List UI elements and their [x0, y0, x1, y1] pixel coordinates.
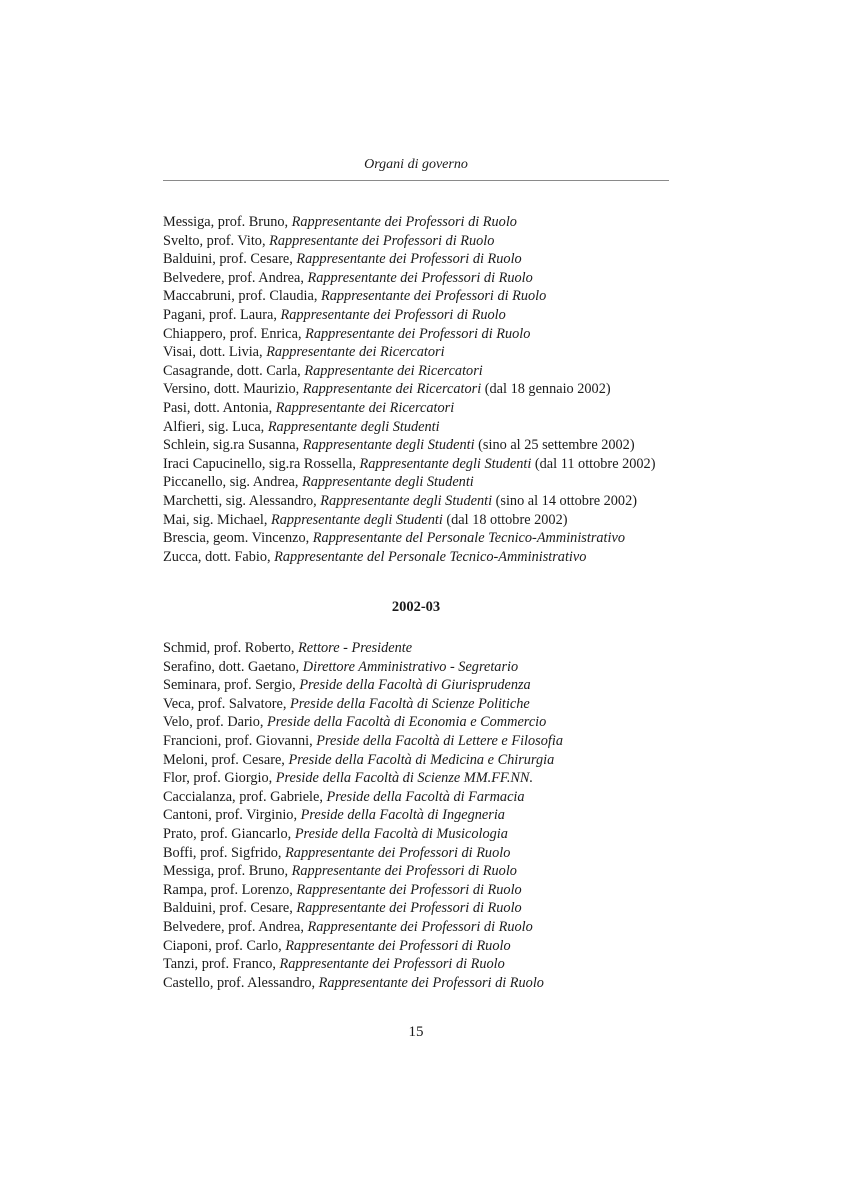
member-name: Versino, dott. Maurizio, [163, 381, 303, 398]
member-name: Belvedere, prof. Andrea, [163, 918, 308, 935]
member-role: Rappresentante dei Professori di Ruolo [285, 844, 511, 861]
member-role: Direttore Amministrativo - Segretario [302, 658, 519, 675]
member-role: Rappresentante dei Professori di Ruolo [296, 900, 522, 917]
member-role: Rappresentante dei Professori di Ruolo [296, 881, 522, 898]
list-item [163, 844, 683, 863]
member-role: Preside della Facoltà di Economia e Commercio [267, 714, 547, 731]
list-item [163, 511, 683, 530]
member-role: Rappresentante del Personale Tecnico-Amministrativo [274, 548, 587, 565]
list-item [163, 955, 683, 974]
member-name: Messiga, prof. Bruno, [163, 214, 292, 230]
member-note: (dal 18 ottobre 2002) [442, 511, 568, 528]
member-role: Rappresentante dei Professori di Ruolo [291, 214, 517, 230]
member-role: Rappresentante dei Professori di Ruolo [280, 306, 506, 323]
member-role: Rappresentante degli Studenti [302, 437, 475, 454]
member-note: (sino al 25 settembre 2002) [474, 437, 635, 454]
member-name: Visai, dott. Livia, [163, 344, 267, 361]
list-item [163, 974, 683, 993]
list-item [163, 937, 683, 956]
member-name: Casagrande, dott. Carla, [163, 362, 305, 379]
list-item [163, 658, 683, 677]
list-item [163, 825, 683, 844]
member-role: Preside della Facoltà di Scienze Politiche [290, 695, 530, 712]
member-name: Messiga, prof. Bruno, [163, 863, 292, 880]
member-role: Rappresentante dei Ricercatori [266, 344, 445, 361]
member-name: Iraci Capucinello, sig.ra Rossella, [163, 455, 360, 472]
member-role: Rappresentante dei Ricercatori [275, 399, 455, 416]
list-item [163, 695, 683, 714]
member-name: Balduini, prof. Cesare, [163, 251, 297, 268]
header-rule [163, 180, 669, 181]
list-item [163, 325, 683, 344]
member-role: Rappresentante dei Professori di Ruolo [307, 269, 533, 286]
list-item [163, 862, 683, 881]
member-name: Meloni, prof. Cesare, [163, 751, 289, 768]
member-role: Preside della Facoltà di Farmacia [326, 788, 525, 805]
member-role: Rappresentante dei Ricercatori [304, 362, 483, 379]
member-name: Schmid, prof. Roberto, [163, 640, 299, 656]
member-name: Cantoni, prof. Virginio, [163, 807, 301, 824]
list-item [163, 732, 683, 751]
list-item [163, 769, 683, 788]
list-item [163, 713, 683, 732]
member-name: Boffi, prof. Sigfrido, [163, 844, 286, 861]
list-item [163, 232, 683, 251]
member-note: (dal 18 gennaio 2002) [481, 381, 611, 398]
member-name: Belvedere, prof. Andrea, [163, 269, 308, 286]
member-name: Caccialanza, prof. Gabriele, [163, 788, 327, 805]
member-name: Seminara, prof. Sergio, [163, 677, 300, 694]
list-item [163, 639, 683, 658]
list-item [163, 399, 683, 418]
member-note: (sino al 14 ottobre 2002) [492, 492, 637, 509]
member-role: Rappresentante dei Professori di Ruolo [307, 918, 533, 935]
list-item [163, 676, 683, 695]
member-role: Rappresentante dei Professori di Ruolo [291, 863, 517, 880]
member-role: Rappresentante dei Professori di Ruolo [305, 325, 531, 342]
member-name: Schlein, sig.ra Susanna, [163, 437, 303, 454]
list-item [163, 269, 683, 288]
member-name: Velo, prof. Dario, [163, 714, 268, 731]
member-name: Balduini, prof. Cesare, [163, 900, 297, 917]
member-name: Marchetti, sig. Alessandro, [163, 492, 321, 509]
member-role: Rappresentante dei Professori di Ruolo [321, 288, 547, 305]
member-role: Preside della Facoltà di Lettere e Filosofia [316, 732, 563, 749]
member-name: Pasi, dott. Antonia, [163, 399, 276, 416]
list-item [163, 899, 683, 918]
member-role: Rettore - Presidente [298, 640, 413, 656]
member-name: Mai, sig. Michael, [163, 511, 272, 528]
list-item [163, 362, 683, 381]
member-role: Rappresentante dei Professori di Ruolo [318, 974, 544, 991]
member-name: Tanzi, prof. Franco, [163, 956, 280, 973]
member-name: Pagani, prof. Laura, [163, 306, 281, 323]
member-name: Castello, prof. Alessandro, [163, 974, 319, 991]
member-role: Rappresentante dei Professori di Ruolo [269, 232, 495, 249]
member-name: Veca, prof. Salvatore, [163, 695, 291, 712]
list-item [163, 529, 683, 548]
member-role: Rappresentante del Personale Tecnico-Amministrativo [312, 530, 625, 547]
member-role: Rappresentante dei Professori di Ruolo [296, 251, 522, 268]
list-item [163, 806, 683, 825]
member-name: Prato, prof. Giancarlo, [163, 825, 295, 842]
list-item [163, 287, 683, 306]
member-role: Preside della Facoltà di Medicina e Chirurgia [288, 751, 555, 768]
member-name: Zucca, dott. Fabio, [163, 548, 275, 565]
member-role: Rappresentante degli Studenti [267, 418, 440, 435]
member-role: Rappresentante degli Studenti [320, 492, 493, 509]
member-list-2002-03 [163, 639, 683, 992]
list-item [163, 250, 683, 269]
member-name: Chiappero, prof. Enrica, [163, 325, 306, 342]
section-title: 2002-03 [391, 599, 441, 615]
member-role: Rappresentante dei Professori di Ruolo [279, 956, 505, 973]
member-name: Brescia, geom. Vincenzo, [163, 530, 313, 547]
list-item [163, 881, 683, 900]
member-name: Maccabruni, prof. Claudia, [163, 288, 322, 305]
member-name: Svelto, prof. Vito, [163, 232, 270, 249]
member-role: Preside della Facoltà di Scienze MM.FF.NN. [275, 770, 534, 787]
list-item [163, 343, 683, 362]
list-item [163, 548, 683, 567]
member-role: Rappresentante degli Studenti [301, 474, 474, 491]
member-role: Rappresentante degli Studenti [271, 511, 443, 528]
list-item [163, 473, 683, 492]
member-role: Rappresentante dei Professori di Ruolo [285, 937, 511, 954]
list-item [163, 492, 683, 511]
member-name: Serafino, dott. Gaetano, [163, 658, 303, 675]
list-item [163, 788, 683, 807]
member-name: Piccanello, sig. Andrea, [163, 474, 302, 491]
member-role: Rappresentante dei Ricercatori [302, 381, 482, 398]
member-name: Ciaponi, prof. Carlo, [163, 937, 286, 954]
member-list-continued [163, 213, 683, 566]
list-item [163, 436, 683, 455]
list-item [163, 918, 683, 937]
list-item [163, 751, 683, 770]
member-role: Preside della Facoltà di Giurisprudenza [299, 677, 531, 694]
list-item [163, 418, 683, 437]
list-item [163, 306, 683, 325]
running-head: Organi di governo [364, 157, 468, 172]
member-role: Rappresentante degli Studenti [359, 455, 532, 472]
member-role: Preside della Facoltà di Musicologia [294, 825, 508, 842]
member-note: (dal 11 ottobre 2002) [531, 455, 656, 472]
list-item [163, 380, 683, 399]
member-role: Preside della Facoltà di Ingegneria [300, 807, 505, 824]
member-name: Francioni, prof. Giovanni, [163, 732, 317, 749]
list-item [163, 213, 683, 232]
member-name: Alfieri, sig. Luca, [163, 418, 268, 435]
page-number: 15 [408, 1024, 424, 1040]
member-name: Rampa, prof. Lorenzo, [163, 881, 297, 898]
member-name: Flor, prof. Giorgio, [163, 770, 276, 787]
list-item [163, 455, 683, 474]
